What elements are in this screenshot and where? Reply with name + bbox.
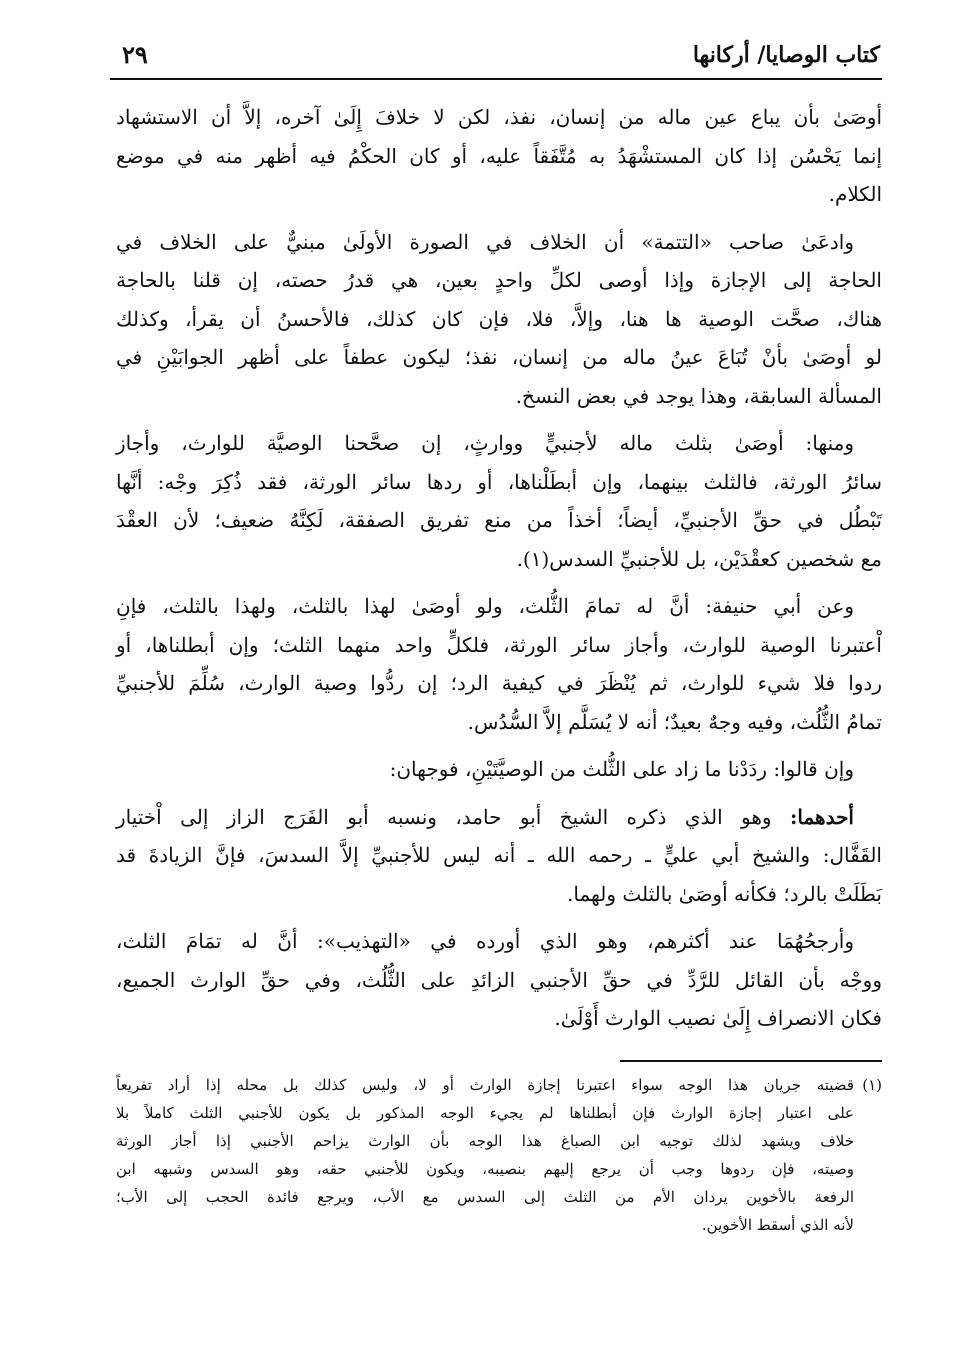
text-line: ووجْه بأن القائل للرَّدِّ في حقِّ الأجنبي الزائدِ على الثُّلُث، وفي حقِّ الوارث الجميع، <box>116 967 882 992</box>
paragraph <box>116 587 882 741</box>
text-line: لو أوصَىٰ بأنْ تُبَاعَ عينُ ماله من إنسان، نفذ؛ ليكون عطفاً على أظهر الجوابَيْنِ في <box>116 345 882 369</box>
header-rule <box>110 78 882 80</box>
paragraph <box>116 750 882 789</box>
text-line: وعن أبي حنيفة: أنَّ له تمامَ الثُّلث، ولو أوصَىٰ لهذا بالثلث، ولهذا بالثلث، فإنِ <box>116 594 854 618</box>
footnote-rule <box>620 1060 882 1062</box>
text-line: الكلام. <box>828 182 882 206</box>
text-line: أوصَىٰ بأن يباع عين ماله من إنسان، نفذ، لكن لا خلافَ إِلَىٰ آخره، إلاَّ أن الاستشهاد <box>116 105 883 129</box>
text-line: سائرُ الورثة، فالثلث بينهما، وإن أبطَلْناها، أو ردها سائر الورثة، فقد ذُكِرَ وجْه: أنَّها <box>116 469 882 494</box>
footnote-marker: (١) <box>862 1076 882 1094</box>
text-line <box>116 798 882 837</box>
text-line: القَفَّال: والشيخ أبي عليٍّ ـ رحمه الله ـ أنه ليس للأجنبيِّ إلاَّ السدسَ، فإنَّ الزيادةَ قد <box>116 843 882 867</box>
page-number: ٢٩ <box>122 40 148 69</box>
text-line: ومنها: أوصَىٰ بثلث ماله لأجنبيٍّ ووارثٍ، إن صحَّحنا الوصيَّة للوارث، وأجاز <box>116 431 854 455</box>
footnotes <box>116 1071 882 1239</box>
text-line: فكان الانصراف إِلَىٰ نصيب الوارث أَوْلَىٰ. <box>554 1006 882 1030</box>
paragraph <box>116 223 882 416</box>
text-line: تَبْطُل في حقِّ الأجنبيِّ، أيضاً؛ أخذاً من منع تفريق الصفقة، لَكِنَّهُ ضعيف؛ لأن العقْدَ <box>116 508 882 532</box>
text-line: إنما يَحْسُن إذا كان المستشْهَدُ به مُتَّفَقاً عليه، أو كان الحكْمُ فيه أظهر منه في موضع <box>116 143 882 168</box>
text-line: الحاجة إلى الإجازة وإذا أوصى لكلِّ واحدٍ بعين، هي قدرُ حصته، إن قلنا بالحاجة <box>116 268 882 292</box>
running-title: كتاب الوصايا/ أركانها <box>692 42 880 68</box>
paragraph <box>116 798 882 914</box>
lead-word: أحدهما: <box>789 804 854 829</box>
text-line: بَطَلَتْ بالرد؛ فكأنه أوصَىٰ بالثلث ولهما. <box>567 881 882 906</box>
text-line: تمامُ الثُّلُث، وفيه وجهٌ بعيدٌ؛ أنه لا يُسَلَّم إلاَّ السُّدُس. <box>467 709 882 734</box>
text-line: هناك، صحَّت الوصية ها هنا، وإلاَّ، فلا، فإن كان كذلك، فالأحسنُ أن يقرأ، وكذلك <box>116 306 882 331</box>
footnote-line: قضيته جريان هذا الوجه سواء اعتبرنا إجازة الوارث أو لا، وليس كذلك بل محله إذا أراد تفريعاً <box>116 1076 854 1094</box>
text-line: ردوا فلا شيء للوارث، ثم يُنْظَرَ في كيفية الرد؛ إن ردُّوا وصية الوارث، سُلِّمَ للأجنبيِّ <box>116 671 882 695</box>
line-text: وهو الذي ذكره الشيخ أبو حامد، ونسبه أبو الفَرَج الزاز إلى اْختيار <box>116 804 790 829</box>
paragraph <box>116 922 882 1038</box>
page-header <box>112 38 880 78</box>
footnote-line: لأنه الذي أسقط الأخوين. <box>701 1216 854 1234</box>
footnote-line: على اعتبار إجازة الوارث فإن أبطلناها لم يجيء الوجه المذكور بل يكون للأجنبي الثلث كاملاً بلا <box>116 1104 854 1122</box>
paragraph <box>116 424 882 578</box>
text-line: مع شخصين كعقْدَيْن، بل للأجنبيِّ السدس(١). <box>516 546 882 571</box>
footnote-line: وصيته، فإن ردوها وجب أن يرجع إليهم بنصيبه، ويكون للأجنبي حقه، وهو السدس وشبهه ابن <box>116 1160 854 1178</box>
text-line: المسألة السابقة، وهذا يوجد في بعض النسخ. <box>515 383 882 408</box>
main-text <box>116 98 882 1047</box>
text-line: وأرجحُهُمَا عند أكثرهم، وهو الذي أورده في «التهذيب»: أنَّ له تمَامَ الثلث، <box>116 929 854 953</box>
text-line: وادعَىٰ صاحب «التتمة» أن الخلاف في الصورة الأولَىٰ مبنيٌّ على الخلاف في <box>116 229 854 254</box>
text-line: اْعتبرنا الوصية للوارث، وأجاز سائر الورثة، فلكلٍّ واحد منهما الثلث؛ وإن أبطلناها، أو <box>116 632 882 657</box>
footnote-line: خلاف ويشهد لذلك توجيه ابن الصباغ هذا الوجه بأن الوارث يزاحم الأجنبي إذا أجاز الورثة <box>116 1132 854 1150</box>
footnote-line: الرفعة بالأخوين يردان الأم من الثلث إلى السدس مع الأب، ويرجع فائدة الحجب إلى الأب؛ <box>116 1188 854 1206</box>
paragraph <box>116 98 882 214</box>
text-line: وإن قالوا: ردَدْنا ما زاد على الثُّلث من الوصيَّتَيْنِ، فوجهان: <box>389 757 854 781</box>
